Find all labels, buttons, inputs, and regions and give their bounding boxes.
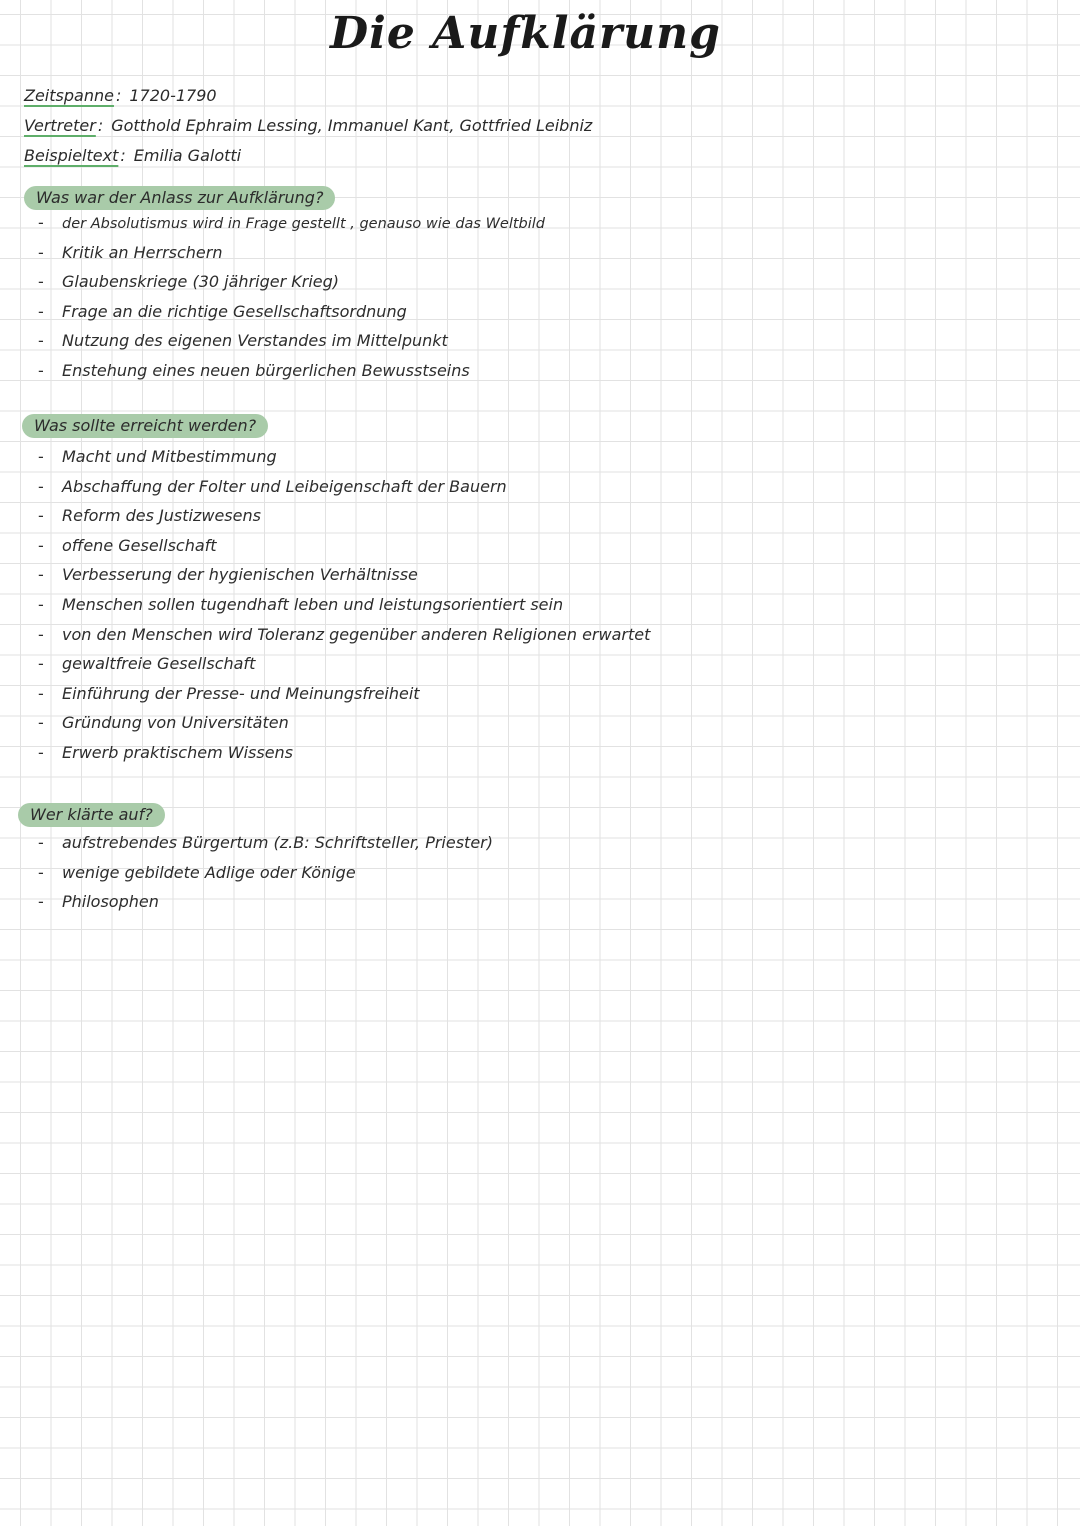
- list-item: - Enstehung eines neuen bürgerlichen Bewusstseins: [38, 360, 470, 380]
- list-item: - Reform des Justizwesens: [38, 506, 261, 526]
- page-title: Die Aufklärung: [330, 8, 721, 59]
- list-item: - Philosophen: [38, 892, 159, 912]
- section-heading-ziele: Was sollte erreicht werden?: [22, 414, 268, 438]
- list-item: - der Absolutismus wird in Frage gestellt , genauso wie das Weltbild: [38, 213, 546, 232]
- meta-value: Gotthold Ephraim Lessing, Immanuel Kant, Gottfried Leibniz: [111, 116, 593, 135]
- list-item: - offene Gesellschaft: [38, 535, 217, 555]
- list-item: - Nutzung des eigenen Verstandes im Mittelpunkt: [38, 331, 448, 351]
- section-list-ziele: [38, 442, 650, 768]
- section-list-anlass: [38, 208, 545, 386]
- list-item: - Gründung von Universitäten: [38, 713, 289, 733]
- section-heading-anlass: Was war der Anlass zur Aufklärung?: [24, 186, 335, 210]
- list-item: - gewaltfreie Gesellschaft: [38, 654, 256, 674]
- list-item: - von den Menschen wird Toleranz gegenüber anderen Religionen erwartet: [38, 624, 651, 644]
- list-item: - Glaubenskriege (30 jähriger Krieg): [38, 272, 340, 292]
- meta-example-text: Beispieltext : Emilia Galotti: [24, 146, 242, 165]
- meta-key: Beispieltext: [24, 146, 119, 165]
- list-item: - Kritik an Herrschern: [38, 242, 223, 262]
- list-item: - aufstrebendes Bürgertum (z.B: Schriftsteller, Priester): [38, 833, 493, 852]
- list-item: - Erwerb praktischem Wissens: [38, 742, 294, 762]
- section-heading-aufklaerer: Wer klärte auf?: [18, 803, 165, 827]
- meta-key: Vertreter: [24, 116, 96, 135]
- list-item: - Verbesserung der hygienischen Verhältnisse: [38, 565, 418, 585]
- meta-timespan: Zeitspanne : 1720-1790: [24, 86, 217, 105]
- list-item: - Einführung der Presse- und Meinungsfreiheit: [38, 683, 420, 703]
- meta-representatives: Vertreter : Gotthold Ephraim Lessing, Immanuel Kant, Gottfried Leibniz: [24, 116, 593, 135]
- list-item: - Frage an die richtige Gesellschaftsordnung: [38, 301, 407, 321]
- list-item: - Abschaffung der Folter und Leibeigenschaft der Bauern: [38, 476, 507, 496]
- list-item: - wenige gebildete Adlige oder Könige: [38, 862, 356, 882]
- list-item: - Macht und Mitbestimmung: [38, 447, 277, 466]
- section-list-aufklaerer: [38, 828, 493, 917]
- meta-value: Emilia Galotti: [133, 146, 242, 165]
- list-item: - Menschen sollen tugendhaft leben und leistungsorientiert sein: [38, 594, 564, 614]
- meta-value: 1720-1790: [129, 86, 217, 105]
- meta-key: Zeitspanne: [24, 86, 114, 105]
